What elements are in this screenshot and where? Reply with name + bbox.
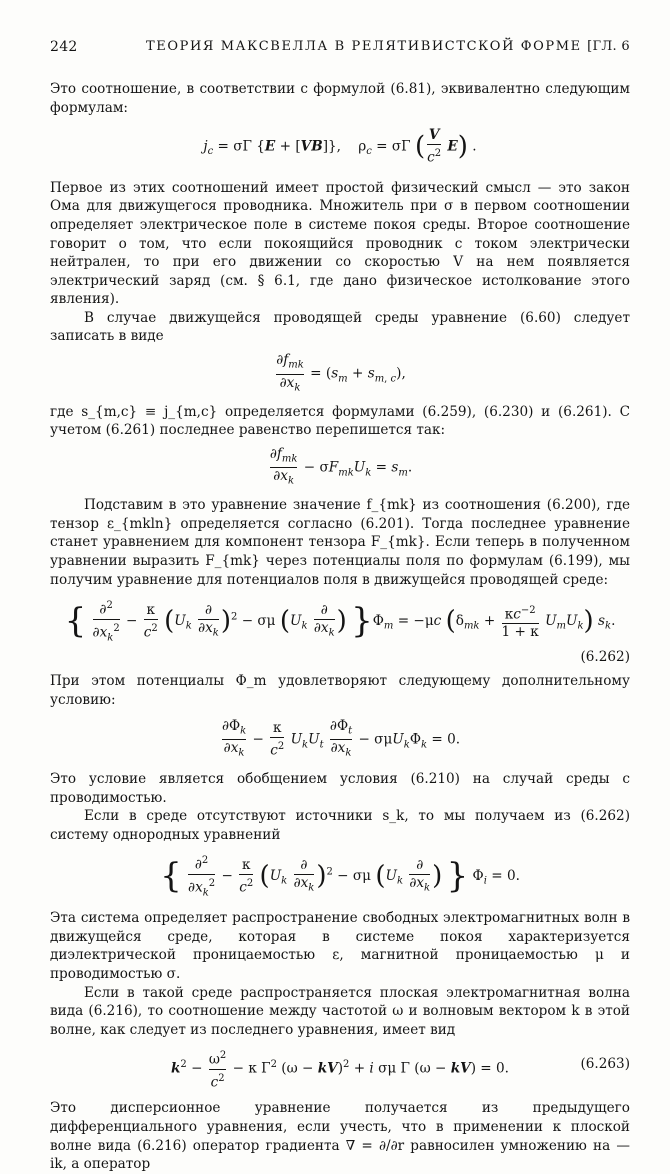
equation-field-divergence: $\frac{\partial f_{mk}}{\partial x_k}$ = $(s_m + s_{m, c})$, [50, 352, 630, 396]
equation-gauge-condition: $\frac{\partial\Phi_k}{\partial x_k}$ − $\frac{\kappa}{c^2}$ $U_kU_t$ $\frac{\partial\Phi_t}{\partial x_k}$ − $\sigma\mu U_k\Phi_k = 0$. [50, 718, 630, 762]
paragraph-1: Это соотношение, в соответствии с формулой (6.81), эквивалентно следующим формулам: [50, 81, 630, 116]
paragraph-8: Если в среде отсутствуют источники s_k, то мы получаем из (6.262) систему однородных уравнений [50, 808, 630, 843]
paragraph-6: При этом потенциалы Φ_m удовлетворяют следующему дополнительному условию: [50, 673, 630, 709]
paragraph-3: В случае движущейся проводящей среды уравнение (6.60) следует записать в виде [50, 309, 630, 345]
equation-ohm-law: $j_c = \sigma\Gamma$ {E + [VB]}, $\rho_c = \sigma\Gamma$ ( $\frac{V}{c^2}$ E) . [203, 127, 477, 166]
paragraph-4: где s_{m,c} ≡ j_{m,c} определяется формулами (6.259), (6.230) и (6.261). С учетом (6.261) последнее равенство перепишется так: [50, 403, 630, 439]
paragraph-11: Это дисперсионное уравнение получается из предыдущего дифференциального уравнения, если учесть, что в применении к плоской волне вида (6.216) оператор градиента ∇ = ∂/∂r равносилен умножению на — ik, а оператор [50, 1100, 630, 1173]
equation-potentials: { $\frac{\partial^2}{\partial x_k^2}$ − $\frac{\kappa}{c^2}$ ($U_k$ $\frac{\partial}{\partial x_k}$ )$^2$ − σμ ($U_k$ $\frac{\partial}{\partial x_k}$ ) }$\Phi_m = -\mu c$ ($\delta_{mk}$ + $\frac{\kappa c^{-2}}{1 + \kappa}$ $U_mU_k$) $s_k$. [50, 597, 630, 646]
equation-dispersion: $k^2$ − $\frac{\omega^2}{c^2}$ − κ $\Gamma^2$ (ω − kV)$^2$ + i σμ Γ (ω − kV) = 0. (6.263) [170, 1050, 630, 1091]
paragraph-5: Подставим в это уравнение значение f_{mk} из соотношения (6.200), где тензор ε_{mkln} определяется согласно (6.201). Тогда последнее уравнение станет уравнением для компонент тензора F_{mk}. Если теперь в полученном уравнении выразить F_{mk} через потенциалы поля по формулам (6.199), мы получим уравнение для потенциалов поля в движущейся проводящей среде: [50, 497, 630, 588]
page [50, 38, 630, 1174]
paragraph-7: Это условие является обобщением условия (6.210) на случай среды с проводимостью. [50, 771, 630, 806]
equation-number-6262: (6.262) [580, 648, 630, 665]
equation-homogeneous: { $\frac{\partial^2}{\partial x_k^2}$ − $\frac{\kappa}{c^2}$ ($U_k$ $\frac{\partial}{\partial x_k}$ )$^2$ − σμ ($U_k$ $\frac{\partial}{\partial x_k}$ ) } $\Phi_i = 0$. [50, 852, 630, 901]
paragraph-9: Эта система определяет распространение свободных электромагнитных волн в движущейся среде, которая в системе покоя характеризуется диэлектрической проницаемостью ε, магнитной проницаемостью μ и проводимостью σ. [50, 910, 630, 983]
equation-rewritten: $\frac{\partial f_{mk}}{\partial x_k}$ − $\sigma F_{mk}U_k = s_m$. [50, 446, 630, 490]
equation-number-6263: (6.263) [580, 1056, 630, 1073]
paragraph-10: Если в такой среде распространяется плоская электромагнитная волна вида (6.216), то соотношение между частотой ω и волновым вектором k в этой волне, как следует из последнего уравнения, имеет вид [50, 984, 630, 1038]
page-number: 242 [50, 39, 78, 55]
chapter-label: [ГЛ. 6 [587, 39, 630, 54]
running-title: ТЕОРИЯ МАКСВЕЛЛА В РЕЛЯТИВИСТСКОЙ ФОРМЕ [146, 39, 582, 54]
paragraph-2: Первое из этих соотношений имеет простой физический смысл — это закон Ома для движущегося проводника. Множитель при σ в первом соотношении определяет электрическое поле в системе покоя среды. Второе соотношение говорит о том, что если покоящийся проводник с током электрически нейтрален, то при его движении со скоростью V на нем появляется электрический заряд (см. § 6.1, где дано физическое истолкование этого явления). [50, 179, 630, 308]
running-header [50, 38, 630, 58]
